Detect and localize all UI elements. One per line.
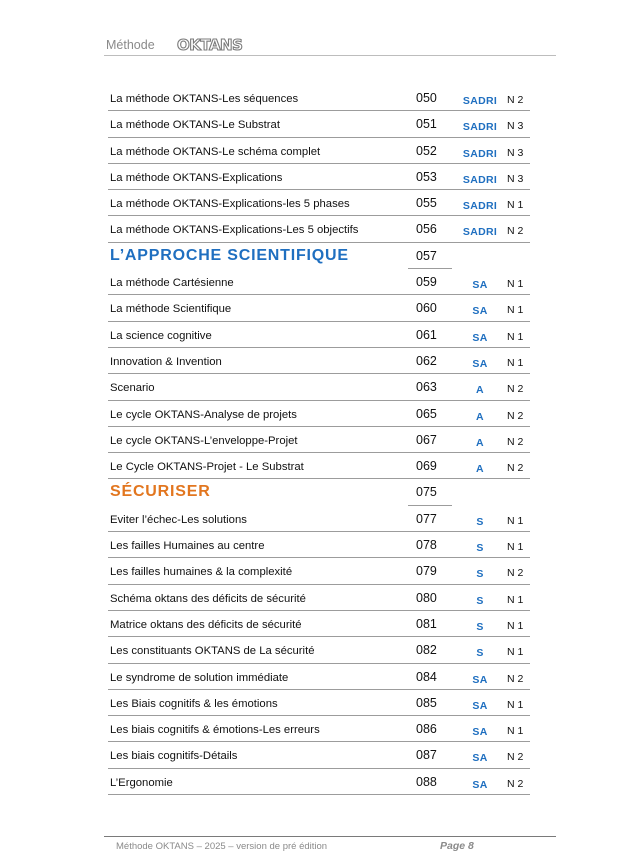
- toc-page-code: 057: [416, 248, 437, 263]
- row-underline-right: [408, 189, 530, 190]
- toc-title: Le Cycle OKTANS-Projet - Le Substrat: [110, 461, 304, 474]
- row-underline-right: [408, 321, 530, 322]
- row-underline-right: [408, 557, 530, 558]
- row-underline-right: [408, 531, 530, 532]
- toc-level: N 3: [507, 120, 524, 133]
- row-underline: [108, 189, 408, 190]
- toc-page-code: 069: [416, 459, 437, 474]
- row-underline: [108, 741, 408, 742]
- page-header: [106, 38, 556, 54]
- toc-row: [108, 404, 530, 430]
- toc-title: Les biais cognitifs & émotions-Les erreurs: [110, 724, 320, 737]
- toc-category: A: [476, 384, 484, 397]
- row-underline-right: [408, 689, 530, 690]
- row-underline: [108, 715, 408, 716]
- toc-category: S: [476, 515, 484, 528]
- toc-page-code: 051: [416, 117, 437, 132]
- toc-category: SA: [472, 673, 488, 686]
- toc-category: A: [476, 410, 484, 423]
- toc-level: N 2: [507, 94, 524, 106]
- toc-title: Les biais cognitifs-Détails: [110, 750, 238, 763]
- toc-title: Le syndrome de solution immédiate: [110, 671, 289, 684]
- toc-row: [108, 456, 530, 482]
- toc-level: N 1: [507, 356, 524, 369]
- table-of-contents: [108, 88, 530, 798]
- toc-page-code: 055: [416, 196, 437, 211]
- toc-title: Matrice oktans des déficits de sécurité: [110, 618, 302, 631]
- toc-row: [108, 377, 530, 403]
- row-underline: [108, 478, 408, 479]
- toc-row: [108, 588, 530, 614]
- toc-row: [108, 298, 530, 324]
- toc-category: SA: [472, 305, 488, 318]
- toc-level: N 2: [507, 409, 524, 422]
- toc-category: SADRI: [462, 95, 498, 107]
- toc-page-code: 062: [416, 353, 437, 368]
- section-title: L’APPROCHE SCIENTIFIQUE: [110, 246, 349, 264]
- row-underline: [108, 584, 408, 585]
- toc-category: S: [476, 568, 484, 581]
- toc-row: [108, 430, 530, 456]
- toc-row: [108, 509, 530, 535]
- toc-page-code: 080: [416, 590, 437, 605]
- toc-level: N 2: [507, 435, 524, 448]
- toc-page-code: 087: [416, 748, 437, 763]
- toc-page-code: 061: [416, 327, 437, 342]
- toc-category: SADRI: [462, 173, 498, 186]
- toc-level: N 2: [507, 462, 524, 475]
- header-label: Méthode: [106, 38, 155, 52]
- row-underline-right: [408, 294, 530, 295]
- toc-page-code: 081: [416, 616, 437, 631]
- oktans-logo: OKTANS: [177, 36, 243, 54]
- toc-level: N 1: [507, 304, 524, 317]
- row-underline-right: [408, 584, 530, 585]
- row-underline: [108, 557, 408, 558]
- row-underline: [108, 400, 408, 401]
- toc-title: La méthode Scientifique: [110, 303, 232, 316]
- row-underline: [108, 110, 408, 111]
- toc-category: SA: [472, 357, 488, 370]
- toc-level: N 2: [507, 672, 524, 685]
- toc-page-code: 082: [416, 643, 437, 658]
- toc-row: [108, 351, 530, 377]
- row-underline-right: [408, 452, 530, 453]
- toc-row: [108, 561, 530, 587]
- row-underline: [108, 452, 408, 453]
- toc-title: Les failles humaines & la complexité: [110, 566, 293, 579]
- section-title: SÉCURISER: [110, 483, 211, 501]
- row-underline: [108, 768, 408, 769]
- row-underline: [108, 373, 408, 374]
- row-underline-right: [408, 794, 530, 795]
- row-underline-right: [408, 215, 530, 216]
- toc-level: N 2: [507, 383, 524, 396]
- toc-title: La méthode OKTANS-Explications: [110, 171, 283, 184]
- section-heading-row: [108, 482, 530, 508]
- row-underline-right: [408, 610, 530, 611]
- toc-title: Schéma oktans des déficits de sécurité: [110, 592, 306, 605]
- section-heading-row: [108, 246, 530, 272]
- row-underline-right: [408, 715, 530, 716]
- toc-row: [108, 640, 530, 666]
- toc-title: La méthode OKTANS-Le schéma complet: [110, 145, 321, 158]
- row-underline-right: [408, 137, 530, 138]
- toc-row: [108, 772, 530, 798]
- toc-category: SA: [472, 279, 488, 292]
- row-underline-right: [408, 426, 530, 427]
- header-divider: [104, 55, 556, 56]
- row-underline-right: [408, 110, 530, 111]
- toc-page-code: 075: [416, 485, 437, 500]
- toc-title: La méthode OKTANS-Explications-Les 5 objectifs: [110, 224, 359, 237]
- toc-title: Eviter l’échec-Les solutions: [110, 513, 247, 526]
- toc-page-code: 086: [416, 722, 437, 737]
- toc-title: La méthode Cartésienne: [110, 277, 234, 290]
- toc-category: S: [476, 647, 484, 660]
- toc-page-code: 059: [416, 275, 437, 290]
- toc-title: Le cycle OKTANS-L’enveloppe-Projet: [110, 434, 298, 447]
- row-underline-right: [408, 242, 530, 243]
- toc-page-code: 056: [416, 222, 437, 237]
- row-underline-right: [408, 478, 530, 479]
- toc-row: [108, 325, 530, 351]
- toc-title: La méthode OKTANS-Les séquences: [110, 93, 299, 105]
- row-underline-right: [408, 663, 530, 664]
- toc-row: [108, 272, 530, 298]
- toc-title: Les Biais cognitifs & les émotions: [110, 697, 278, 710]
- toc-title: Innovation & Invention: [110, 355, 222, 368]
- toc-category: SADRI: [462, 147, 498, 160]
- toc-level: N 3: [507, 172, 524, 185]
- row-underline-right: [408, 636, 530, 637]
- toc-page-code: 077: [416, 511, 437, 526]
- toc-category: SA: [472, 726, 488, 739]
- toc-level: N 1: [507, 698, 524, 711]
- toc-category: SA: [472, 699, 488, 712]
- toc-category: SA: [472, 331, 488, 344]
- footer-divider: [104, 836, 556, 837]
- toc-title: La science cognitive: [110, 329, 212, 342]
- toc-page-code: 063: [416, 380, 437, 395]
- toc-page-code: 079: [416, 564, 437, 579]
- toc-row: [108, 535, 530, 561]
- toc-level: N 1: [507, 278, 524, 291]
- row-underline-right: [408, 400, 530, 401]
- row-underline: [108, 636, 408, 637]
- toc-page-code: 060: [416, 301, 437, 316]
- toc-row: [108, 719, 530, 745]
- toc-title: Le cycle OKTANS-Analyse de projets: [110, 408, 297, 421]
- row-underline: [108, 610, 408, 611]
- toc-row: [108, 667, 530, 693]
- row-underline: [108, 689, 408, 690]
- toc-title: La méthode OKTANS-Explications-les 5 phases: [110, 198, 350, 211]
- toc-row: [108, 614, 530, 640]
- toc-level: N 1: [507, 646, 524, 659]
- toc-page-code: 078: [416, 538, 437, 553]
- row-underline-right: [408, 768, 530, 769]
- row-underline: [108, 663, 408, 664]
- toc-level: N 1: [507, 619, 524, 632]
- toc-title: La méthode OKTANS-Le Substrat: [110, 119, 280, 132]
- toc-level: N 1: [507, 199, 524, 212]
- toc-level: N 2: [507, 777, 524, 790]
- row-underline: [108, 163, 408, 164]
- row-underline: [108, 294, 408, 295]
- toc-category: S: [476, 594, 484, 607]
- toc-row: [108, 219, 530, 245]
- footer-text: Méthode OKTANS – 2025 – version de pré édition: [116, 841, 328, 852]
- toc-page-code: 085: [416, 695, 437, 710]
- toc-level: N 1: [507, 330, 524, 343]
- toc-category: SA: [472, 752, 488, 765]
- toc-row: [108, 141, 530, 167]
- row-underline: [108, 794, 408, 795]
- toc-category: SADRI: [462, 121, 498, 134]
- toc-level: N 3: [507, 146, 524, 159]
- toc-category: S: [476, 620, 484, 633]
- toc-level: N 1: [507, 725, 524, 738]
- toc-page-code: 065: [416, 406, 437, 421]
- toc-category: S: [476, 542, 484, 555]
- row-underline: [108, 426, 408, 427]
- toc-row: [108, 167, 530, 193]
- toc-page-code: 067: [416, 432, 437, 447]
- row-underline-right: [408, 163, 530, 164]
- toc-page-code: 053: [416, 169, 437, 184]
- toc-category: A: [476, 436, 484, 449]
- toc-page-code: 052: [416, 143, 437, 158]
- toc-page-code: 088: [416, 774, 437, 789]
- toc-title: Les constituants OKTANS de La sécurité: [110, 645, 315, 658]
- toc-category: SADRI: [462, 200, 498, 213]
- toc-row: [108, 88, 530, 114]
- row-underline: [108, 531, 408, 532]
- toc-row: [108, 745, 530, 771]
- toc-category: SA: [472, 778, 488, 791]
- toc-level: N 1: [507, 514, 524, 527]
- toc-level: N 2: [507, 567, 524, 580]
- toc-category: SADRI: [462, 226, 498, 239]
- row-underline-right: [408, 741, 530, 742]
- toc-title: Scenario: [110, 382, 155, 395]
- toc-page-code: 050: [416, 91, 437, 105]
- toc-level: N 2: [507, 751, 524, 764]
- row-underline: [108, 137, 408, 138]
- toc-level: N 1: [507, 541, 524, 554]
- row-underline: [108, 215, 408, 216]
- toc-title: Les failles Humaines au centre: [110, 540, 265, 553]
- toc-row: [108, 114, 530, 140]
- row-underline-right: [408, 347, 530, 348]
- page-number: Page 8: [440, 840, 474, 852]
- toc-page-code: 084: [416, 669, 437, 684]
- section-code-underline: [408, 505, 452, 506]
- toc-level: N 2: [507, 225, 524, 238]
- row-underline: [108, 347, 408, 348]
- row-underline: [108, 242, 408, 243]
- toc-title: L’Ergonomie: [110, 776, 173, 789]
- toc-category: A: [476, 463, 484, 476]
- section-code-underline: [408, 268, 452, 269]
- row-underline-right: [408, 373, 530, 374]
- toc-row: [108, 693, 530, 719]
- row-underline: [108, 321, 408, 322]
- toc-level: N 1: [507, 593, 524, 606]
- toc-row: [108, 193, 530, 219]
